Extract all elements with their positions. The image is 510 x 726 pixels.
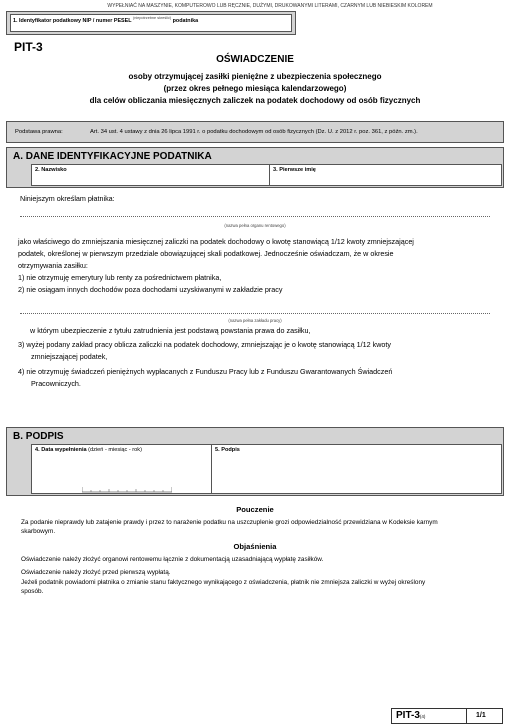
payer-name-line[interactable] xyxy=(20,216,490,217)
identifier-label xyxy=(13,16,198,24)
workplace-text: w którym ubezpieczenie z tytułu zatrudnienia jest podstawą powstania prawa do zasiłku, xyxy=(30,326,311,335)
fill-instruction: WYPEŁNIAĆ NA MASZYNIE, KOMPUTEROWO LUB RĘCZNIE, DUŻYMI, DRUKOWANYMI LITERAMI, CZARNYM LUB NIEBIESKIM KOLOREM xyxy=(107,3,433,9)
identifier-label-start: 1. Identyfikator podatkowy NIP / numer PESEL xyxy=(13,17,132,24)
signature-label: 5. Podpis xyxy=(215,447,240,453)
identifier-field[interactable] xyxy=(10,14,292,32)
intro-text: Niniejszym określam płatnika: xyxy=(20,194,115,203)
first-name-field[interactable] xyxy=(269,164,502,186)
date-entry-boxes xyxy=(82,485,172,493)
section-b xyxy=(6,427,504,496)
form-code: PIT-3 xyxy=(14,40,43,54)
pouczenie-line-2: skarbowym. xyxy=(21,528,56,535)
pouczenie-line-1: Za podanie nieprawdy lub zatajenie prawdy i przez to narażenie podatku na uszczuplenie grozi odpowiedzialność przewidziana w Kodeksie karnym xyxy=(21,519,438,526)
form-subtitle-1: osoby otrzymującej zasiłki pieniężne z ubezpieczenia społecznego xyxy=(128,72,382,81)
section-a-title: A. DANE IDENTYFIKACYJNE PODATNIKA xyxy=(13,151,212,162)
item-4-line-2: Pracowniczych. xyxy=(31,379,81,388)
legal-basis-label: Podstawa prawna: xyxy=(15,129,63,135)
declaration-line-1: jako właściwego do zmniejszania miesięcznej zaliczki na podatek dochodowy o kwotę stanowiącą 1/12 kwoty zmniejszającej xyxy=(18,237,414,246)
completion-date-hint: (dzień - miesiąc - rok) xyxy=(88,447,142,453)
objasnienia-title: Objaśnienia xyxy=(233,542,277,551)
legal-basis-text: Art. 34 ust. 4 ustawy z dnia 26 lipca 1991 r. o podatku dochodowym od osób fizycznych (Dz. U. z 2012 r. poz. 361, z późn. zm.). xyxy=(90,129,418,135)
objasnienia-line-2: Oświadczenie należy złożyć przed pierwszą wypłatą. xyxy=(21,569,171,576)
identifier-label-end: podatnika xyxy=(172,17,199,24)
workplace-name-line[interactable] xyxy=(20,313,490,314)
footer-page-number: 1/1 xyxy=(476,712,486,719)
declaration-line-3: otrzymywania zasiłku: xyxy=(18,261,88,270)
workplace-name-caption: (nazwa pełna zakładu pracy) xyxy=(228,318,282,323)
form-title: OŚWIADCZENIE xyxy=(216,54,294,65)
first-name-label: 3. Pierwsze imię xyxy=(273,167,316,173)
item-3-line-1: 3) wyżej podany zakład pracy oblicza zaliczki na podatek dochodowy, zmniejszając je o kwotę stanowiącą 1/12 kwoty xyxy=(18,340,392,349)
item-3-line-2: zmniejszającej podatek, xyxy=(31,352,108,361)
footer-bar xyxy=(391,708,503,724)
completion-date-field[interactable] xyxy=(31,444,212,494)
section-b-title: B. PODPIS xyxy=(13,431,64,442)
objasnienia-line-3: Jeżeli podatnik powiadomi płatnika o zmianie stanu faktycznego wynikającego z oświadczenia, płatnik nie zmniejsza zaliczki w wyżej określony xyxy=(21,579,426,586)
identifier-section xyxy=(6,11,296,35)
section-a xyxy=(6,147,504,188)
completion-date-label-main: 4. Data wypełnienia xyxy=(35,447,87,453)
objasnienia-line-4: sposób. xyxy=(21,588,44,595)
surname-field[interactable] xyxy=(31,164,270,186)
form-subtitle-2: (przez okres pełnego miesiąca kalendarzowego) xyxy=(163,84,347,93)
surname-label: 2. Nazwisko xyxy=(35,167,67,173)
payer-name-caption: (nazwa pełna organu rentowego) xyxy=(224,223,286,228)
signature-field[interactable] xyxy=(211,444,502,494)
legal-basis-box xyxy=(6,121,504,143)
pouczenie-title: Pouczenie xyxy=(236,505,274,514)
footer-divider xyxy=(466,709,467,723)
form-subtitle-3: dla celów obliczania miesięcznych zaliczek na podatek dochodowy od osób fizycznych xyxy=(89,96,421,105)
footer-code: PIT-3 xyxy=(396,710,420,721)
identifier-label-note: (niepotrzebne skreślić) xyxy=(132,16,172,20)
footer-version: (4) xyxy=(419,714,426,719)
objasnienia-line-1: Oświadczenie należy złożyć organowi rentowemu łącznie z dokumentacją uzasadniającą wypłatę zasiłków. xyxy=(21,556,324,563)
footer-form-code xyxy=(396,710,425,721)
declaration-line-2: podatek, określonej w pierwszym przedziale obowiązującej skali podatkowej. Jednocześnie oświadczam, że w okresie xyxy=(18,249,394,258)
item-1: 1) nie otrzymuję emerytury lub renty za pośrednictwem płatnika, xyxy=(18,273,222,282)
item-2: 2) nie osiągam innych dochodów poza dochodami uzyskiwanymi w zakładzie pracy xyxy=(18,285,283,294)
item-4-line-1: 4) nie otrzymuję świadczeń pieniężnych wypłacanych z Funduszu Pracy lub z Funduszu Gwarantowanych Świadczeń xyxy=(18,367,393,376)
completion-date-label xyxy=(35,447,142,453)
